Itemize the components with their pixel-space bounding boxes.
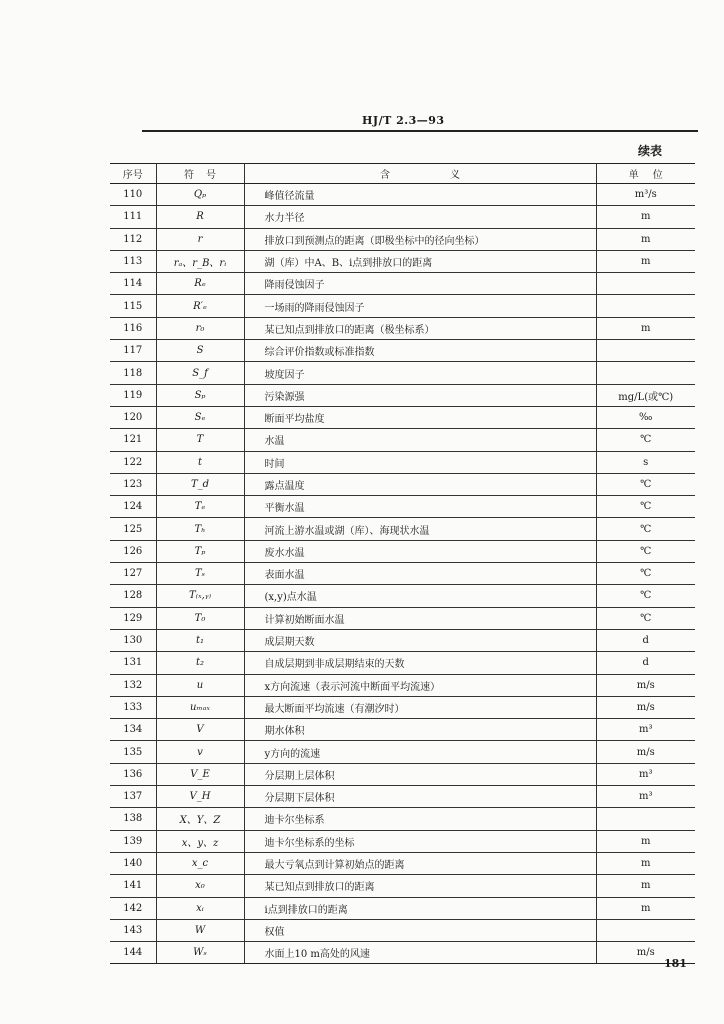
row-symbol: u — [156, 674, 244, 696]
row-symbol: S_f — [156, 362, 244, 384]
row-number: 142 — [110, 897, 156, 919]
row-unit: m/s — [596, 741, 695, 763]
row-unit: m³ — [596, 763, 695, 785]
row-meaning: 权值 — [244, 919, 596, 941]
table-row — [110, 429, 695, 451]
row-unit: d — [596, 652, 695, 674]
row-meaning: 时间 — [244, 451, 596, 473]
table-row — [110, 563, 695, 585]
row-unit: m — [596, 206, 695, 228]
row-symbol: Sₑ — [156, 406, 244, 428]
row-meaning: 计算初始断面水温 — [244, 607, 596, 629]
row-symbol: x₀ — [156, 875, 244, 897]
table-row — [110, 540, 695, 562]
table-row — [110, 875, 695, 897]
row-unit: ℃ — [596, 540, 695, 562]
row-unit — [596, 273, 695, 295]
row-meaning: i点到排放口的距离 — [244, 897, 596, 919]
row-number: 143 — [110, 919, 156, 941]
row-unit: ℃ — [596, 496, 695, 518]
row-unit: m/s — [596, 942, 695, 964]
table-row — [110, 919, 695, 941]
header-symbol: 符号 — [156, 164, 244, 184]
row-number: 140 — [110, 852, 156, 874]
row-number: 126 — [110, 540, 156, 562]
table-row — [110, 942, 695, 964]
row-meaning: 峰值径流量 — [244, 184, 596, 206]
table-row — [110, 585, 695, 607]
row-meaning: 期水体积 — [244, 719, 596, 741]
row-unit: ℃ — [596, 473, 695, 495]
table-row — [110, 340, 695, 362]
row-unit: ℃ — [596, 585, 695, 607]
table-row — [110, 763, 695, 785]
table-row — [110, 206, 695, 228]
row-symbol: R — [156, 206, 244, 228]
row-number: 133 — [110, 696, 156, 718]
row-unit — [596, 808, 695, 830]
row-meaning: y方向的流速 — [244, 741, 596, 763]
row-number: 116 — [110, 317, 156, 339]
row-symbol: W — [156, 919, 244, 941]
row-meaning: 平衡水温 — [244, 496, 596, 518]
row-meaning: 一场雨的降雨侵蚀因子 — [244, 295, 596, 317]
row-number: 118 — [110, 362, 156, 384]
row-unit: d — [596, 629, 695, 651]
row-symbol: Tₑ — [156, 496, 244, 518]
row-meaning: 废水水温 — [244, 540, 596, 562]
continued-label: 续表 — [638, 144, 663, 158]
row-unit: m — [596, 897, 695, 919]
row-number: 119 — [110, 384, 156, 406]
row-meaning: 成层期天数 — [244, 629, 596, 651]
table-row — [110, 830, 695, 852]
row-unit: m — [596, 830, 695, 852]
row-meaning: 河流上游水温或湖（库）、海现状水温 — [244, 518, 596, 540]
table-row — [110, 629, 695, 651]
row-symbol: x、y、z — [156, 830, 244, 852]
row-meaning: 降雨侵蚀因子 — [244, 273, 596, 295]
row-unit: m — [596, 228, 695, 250]
table-row — [110, 295, 695, 317]
row-unit: m/s — [596, 696, 695, 718]
row-unit: m — [596, 875, 695, 897]
table-row — [110, 897, 695, 919]
row-meaning: 露点温度 — [244, 473, 596, 495]
row-number: 113 — [110, 250, 156, 272]
row-number: 129 — [110, 607, 156, 629]
row-number: 115 — [110, 295, 156, 317]
row-number: 114 — [110, 273, 156, 295]
row-number: 134 — [110, 719, 156, 741]
row-meaning: 排放口到预测点的距离（即极坐标中的径向坐标） — [244, 228, 596, 250]
header-meaning: 含义 — [244, 164, 596, 184]
row-number: 124 — [110, 496, 156, 518]
row-symbol: V_H — [156, 786, 244, 808]
table-row — [110, 228, 695, 250]
row-unit — [596, 340, 695, 362]
row-number: 117 — [110, 340, 156, 362]
row-meaning: 迪卡尔坐标系 — [244, 808, 596, 830]
row-meaning: 污染源强 — [244, 384, 596, 406]
row-number: 136 — [110, 763, 156, 785]
row-unit: m — [596, 250, 695, 272]
row-unit: m — [596, 852, 695, 874]
row-symbol: t₁ — [156, 629, 244, 651]
table-row — [110, 696, 695, 718]
row-symbol: Tₚ — [156, 540, 244, 562]
row-unit — [596, 362, 695, 384]
row-symbol: xᵢ — [156, 897, 244, 919]
row-unit: ℃ — [596, 429, 695, 451]
row-symbol: S — [156, 340, 244, 362]
row-number: 132 — [110, 674, 156, 696]
table-row — [110, 250, 695, 272]
table-row — [110, 808, 695, 830]
row-symbol: Sₚ — [156, 384, 244, 406]
header-unit: 单位 — [596, 164, 695, 184]
row-symbol: Rₑ — [156, 273, 244, 295]
row-unit: mg/L(或℃) — [596, 384, 695, 406]
row-unit: ℃ — [596, 607, 695, 629]
row-symbol: t — [156, 451, 244, 473]
row-symbol: r — [156, 228, 244, 250]
row-number: 139 — [110, 830, 156, 852]
row-meaning: 自成层期到非成层期结束的天数 — [244, 652, 596, 674]
row-symbol: T₀ — [156, 607, 244, 629]
table-row — [110, 384, 695, 406]
row-meaning: 表面水温 — [244, 563, 596, 585]
table-row — [110, 652, 695, 674]
table-row — [110, 852, 695, 874]
row-symbol: x_c — [156, 852, 244, 874]
row-meaning: 分层期下层体积 — [244, 786, 596, 808]
page-number: 181 — [664, 957, 687, 970]
table-row — [110, 473, 695, 495]
row-unit: ℃ — [596, 518, 695, 540]
row-meaning: 最大断面平均流速（有潮汐时） — [244, 696, 596, 718]
table-row — [110, 273, 695, 295]
row-number: 144 — [110, 942, 156, 964]
row-unit: ‰ — [596, 406, 695, 428]
row-unit: s — [596, 451, 695, 473]
row-number: 121 — [110, 429, 156, 451]
row-number: 120 — [110, 406, 156, 428]
row-meaning: 水力半径 — [244, 206, 596, 228]
row-symbol: X、Y、Z — [156, 808, 244, 830]
row-symbol: T₍ₓ,ᵧ₎ — [156, 585, 244, 607]
row-symbol: Qₚ — [156, 184, 244, 206]
table-row — [110, 607, 695, 629]
table-row — [110, 451, 695, 473]
row-symbol: V — [156, 719, 244, 741]
table-row — [110, 719, 695, 741]
row-symbol: Tₛ — [156, 563, 244, 585]
table-row — [110, 317, 695, 339]
row-meaning: 坡度因子 — [244, 362, 596, 384]
row-unit: m/s — [596, 674, 695, 696]
row-number: 131 — [110, 652, 156, 674]
row-unit: m³ — [596, 719, 695, 741]
row-unit — [596, 295, 695, 317]
row-number: 125 — [110, 518, 156, 540]
row-meaning: 断面平均盐度 — [244, 406, 596, 428]
table-header-row — [110, 164, 695, 184]
row-meaning: (x,y)点水温 — [244, 585, 596, 607]
standard-code: HJ/T 2.3—93 — [362, 114, 445, 127]
row-unit: m — [596, 317, 695, 339]
row-meaning: 分层期上层体积 — [244, 763, 596, 785]
row-unit: ℃ — [596, 563, 695, 585]
row-meaning: 综合评价指数或标准指数 — [244, 340, 596, 362]
row-number: 127 — [110, 563, 156, 585]
row-meaning: 某已知点到排放口的距离（极坐标系） — [244, 317, 596, 339]
row-number: 141 — [110, 875, 156, 897]
row-meaning: 最大亏氧点到计算初始点的距离 — [244, 852, 596, 874]
row-number: 135 — [110, 741, 156, 763]
table-row — [110, 518, 695, 540]
row-symbol: v — [156, 741, 244, 763]
row-meaning: 迪卡尔坐标系的坐标 — [244, 830, 596, 852]
header-rule — [142, 130, 698, 132]
table-row — [110, 674, 695, 696]
row-unit: m³ — [596, 786, 695, 808]
row-symbol: uₘₐₓ — [156, 696, 244, 718]
row-symbol: t₂ — [156, 652, 244, 674]
table-row — [110, 406, 695, 428]
row-meaning: 某已知点到排放口的距离 — [244, 875, 596, 897]
row-meaning: 水温 — [244, 429, 596, 451]
row-number: 110 — [110, 184, 156, 206]
table-row — [110, 741, 695, 763]
row-symbol: rₐ、r_B、rᵢ — [156, 250, 244, 272]
table-body — [110, 184, 695, 964]
table-row — [110, 786, 695, 808]
table-row — [110, 362, 695, 384]
row-number: 111 — [110, 206, 156, 228]
row-symbol: Tₕ — [156, 518, 244, 540]
row-number: 128 — [110, 585, 156, 607]
row-number: 112 — [110, 228, 156, 250]
row-symbol: r₀ — [156, 317, 244, 339]
row-symbol: V_E — [156, 763, 244, 785]
symbol-table — [110, 163, 695, 964]
table-row — [110, 184, 695, 206]
row-meaning: 水面上10 m高处的风速 — [244, 942, 596, 964]
row-number: 137 — [110, 786, 156, 808]
row-symbol: T — [156, 429, 244, 451]
row-meaning: 湖（库）中A、B、i点到排放口的距离 — [244, 250, 596, 272]
table-row — [110, 496, 695, 518]
row-unit: m³/s — [596, 184, 695, 206]
header-no: 序号 — [110, 164, 156, 184]
row-meaning: x方向流速（表示河流中断面平均流速） — [244, 674, 596, 696]
row-symbol: T_d — [156, 473, 244, 495]
row-number: 123 — [110, 473, 156, 495]
row-symbol: R′ₑ — [156, 295, 244, 317]
row-unit — [596, 919, 695, 941]
row-number: 130 — [110, 629, 156, 651]
row-symbol: Wₛ — [156, 942, 244, 964]
row-number: 122 — [110, 451, 156, 473]
row-number: 138 — [110, 808, 156, 830]
